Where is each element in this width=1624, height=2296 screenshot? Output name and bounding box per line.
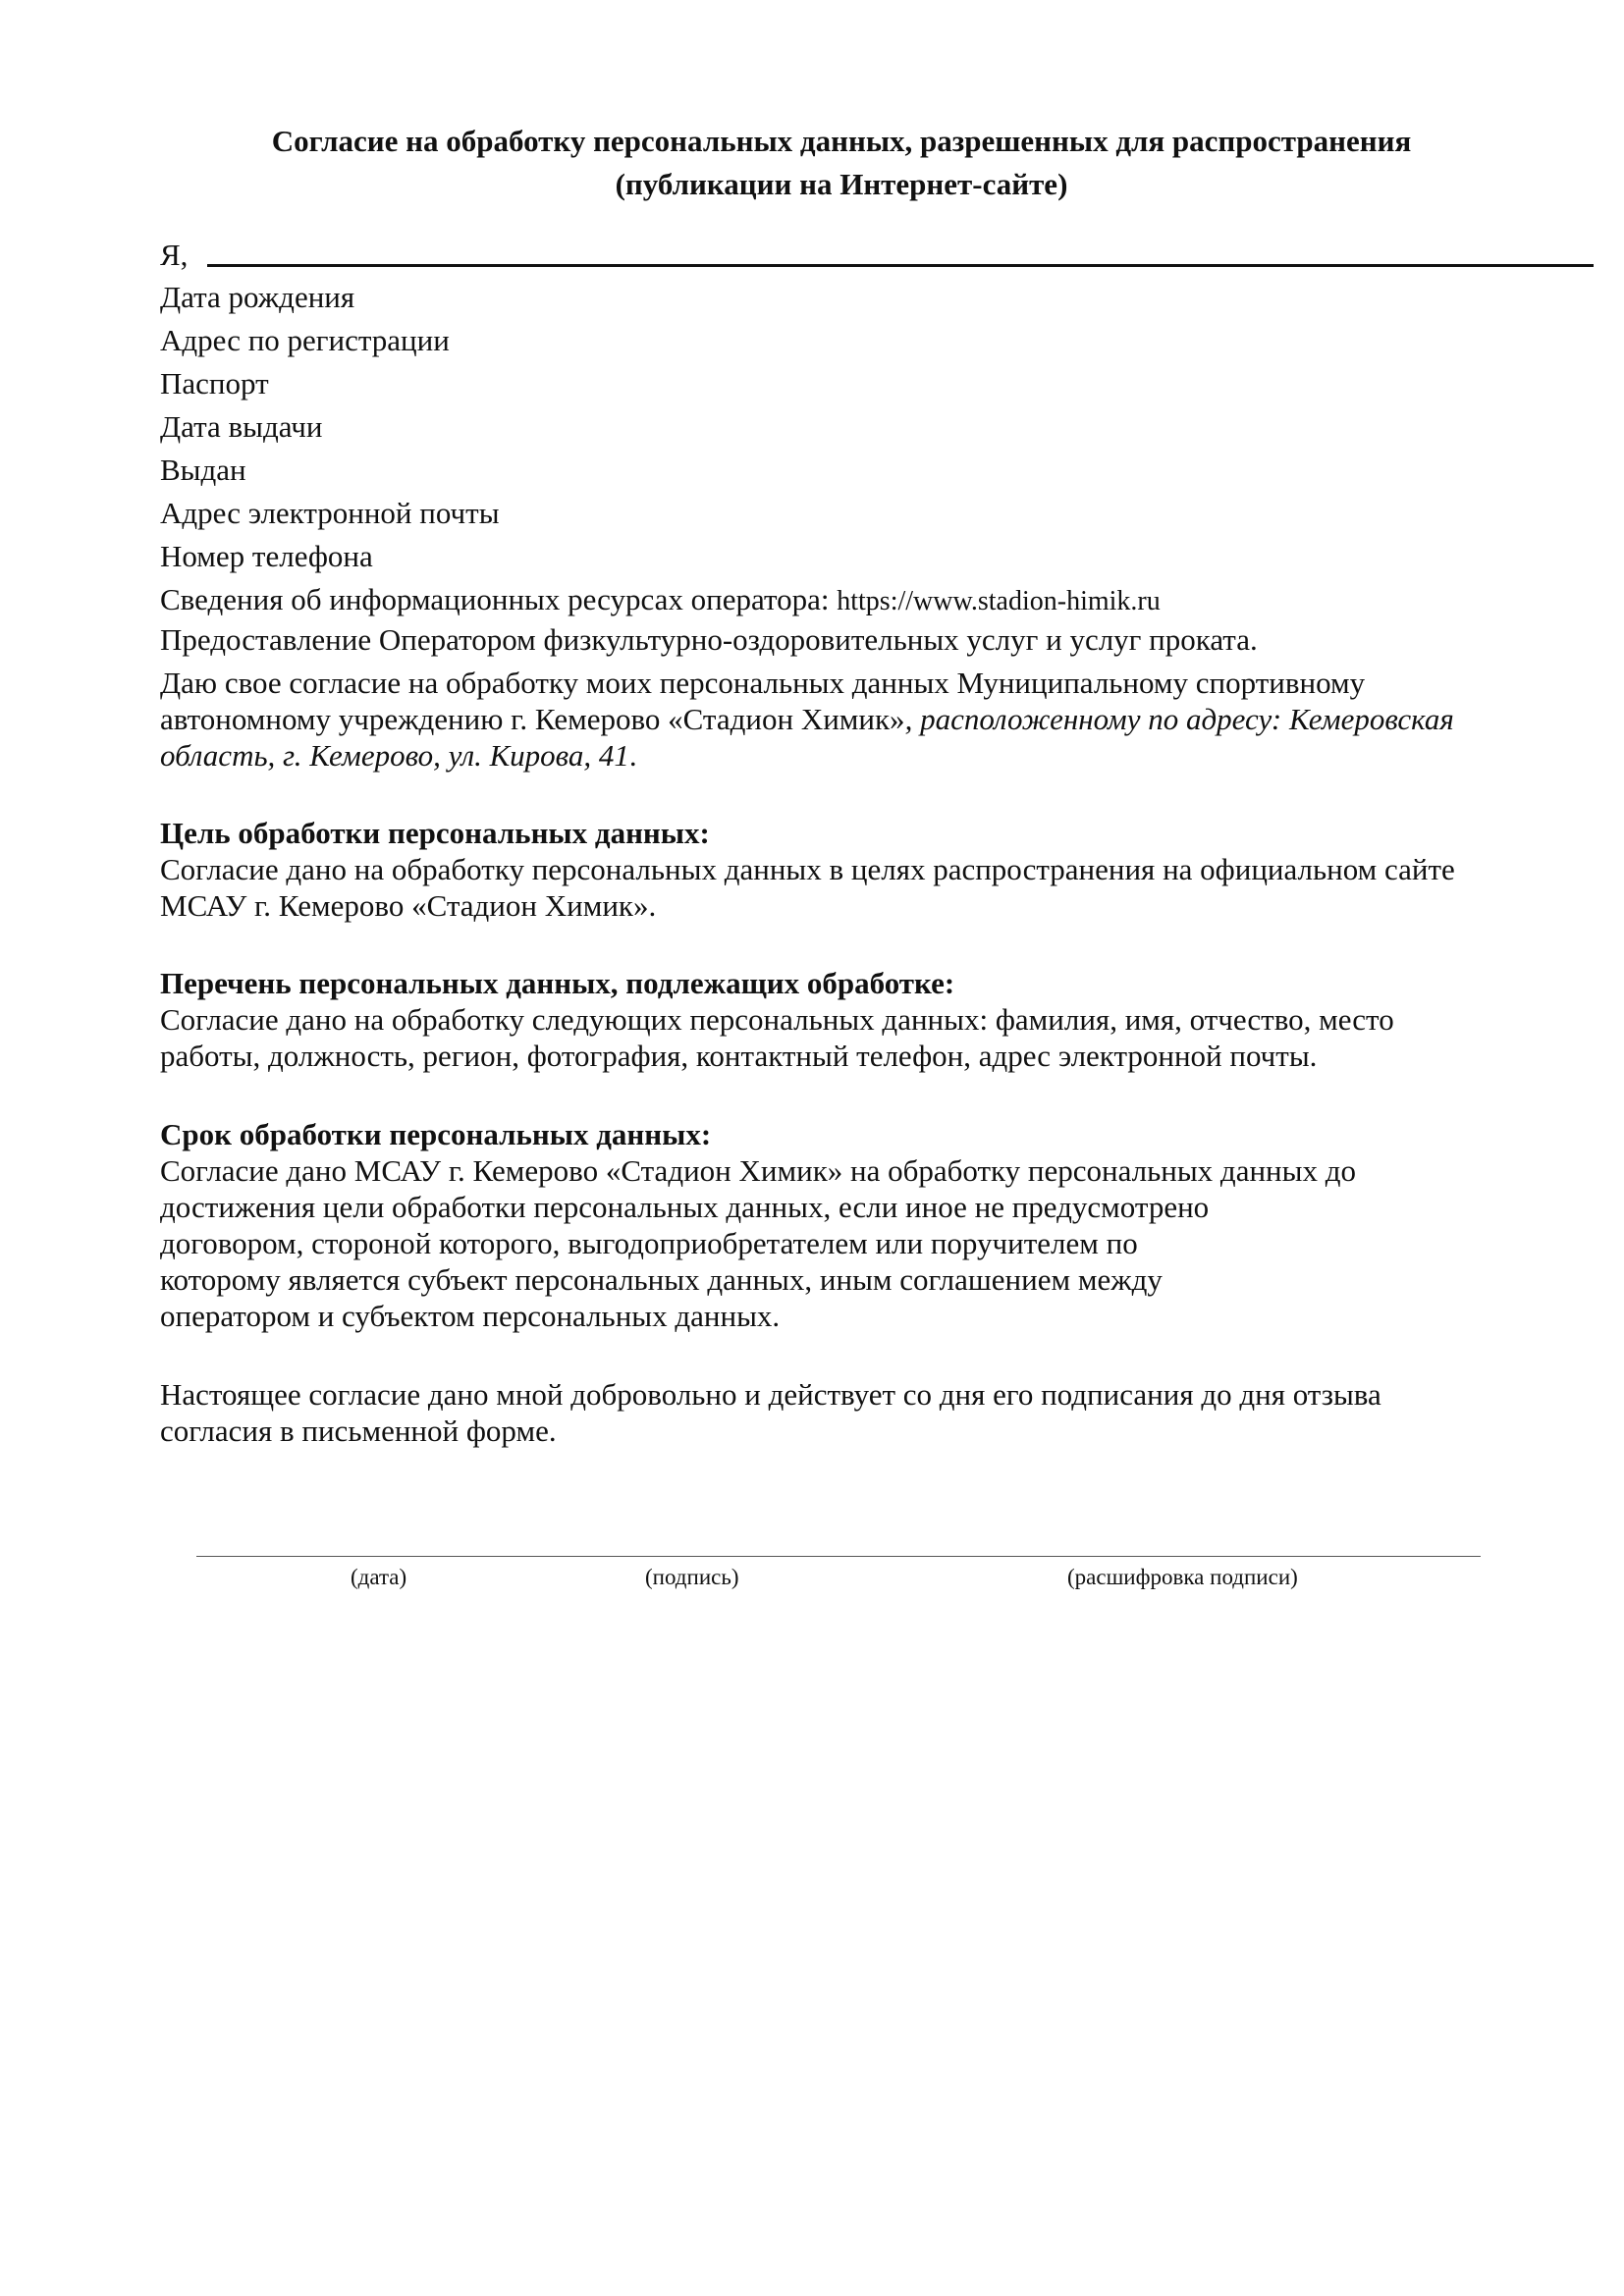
name-field-row: [160, 236, 1594, 275]
services-text: Предоставление Оператором физкультурно-оздоровительных услуг и услуг проката.: [160, 622, 1258, 657]
purpose-line-2: МСАУ г. Кемерово «Стадион Химик».: [160, 888, 657, 923]
term-heading: Срок обработки персональных данных:: [160, 1117, 712, 1151]
consent-line-3-address: область, г. Кемерово, ул. Кирова, 41: [160, 738, 629, 773]
term-section: [160, 1116, 1594, 1334]
phone-label: Номер телефона: [160, 539, 373, 573]
consent-line-1: Даю свое согласие на обработку моих персональных данных Муниципальному спортивному: [160, 666, 1366, 700]
title-line-2: (публикации на Интернет-сайте): [615, 167, 1068, 201]
date-caption: (дата): [351, 1565, 407, 1589]
term-line-5: оператором и субъектом персональных данных.: [160, 1299, 781, 1333]
info-resources-label: Сведения об информационных ресурсах оператора:: [160, 582, 838, 616]
signature-caption: (подпись): [645, 1565, 739, 1589]
document-title: [157, 120, 1526, 206]
info-resources-url[interactable]: https://www.stadion-himik.ru: [837, 586, 1161, 616]
data-list-line-2: работы, должность, регион, фотография, контактный телефон, адрес электронной почты.: [160, 1039, 1318, 1073]
name-field-underline[interactable]: [207, 264, 1594, 267]
consent-line-3-end: .: [628, 738, 637, 773]
purpose-line-1: Согласие дано на обработку персональных данных в целях распространения на официальном сайте: [160, 852, 1455, 886]
data-list-section: [160, 965, 1594, 1074]
purpose-heading: Цель обработки персональных данных:: [160, 816, 710, 850]
consent-line-2: [160, 701, 1594, 737]
term-line-4: которому является субъект персональных данных, иным соглашением между: [160, 1262, 1163, 1297]
issued-by-label: Выдан: [160, 453, 246, 487]
data-list-line-1: Согласие дано на обработку следующих персональных данных: фамилия, имя, отчество, место: [160, 1002, 1394, 1037]
consent-line-3: [160, 737, 1594, 774]
title-line-1: Согласие на обработку персональных данных, разрешенных для распространения: [271, 124, 1412, 158]
closing-paragraph: [160, 1376, 1594, 1449]
info-resources-row: [160, 580, 1161, 621]
closing-line-1: Настоящее согласие дано мной добровольно и действует со дня его подписания до дня отзыва: [160, 1377, 1381, 1412]
consent-line-2-text: автономному учреждению г. Кемерово «Стадион Химик»: [160, 702, 905, 736]
data-list-heading: Перечень персональных данных, подлежащих обработке:: [160, 966, 955, 1000]
issue-date-label: Дата выдачи: [160, 409, 323, 444]
signature-decode-caption: (расшифровка подписи): [1067, 1565, 1298, 1589]
term-line-3: договором, стороной которого, выгодоприобретателем или поручителем по: [160, 1226, 1138, 1260]
term-line-2: достижения цели обработки персональных данных, если иное не предусмотрено: [160, 1190, 1210, 1224]
closing-line-2: согласия в письменной форме.: [160, 1414, 557, 1448]
signature-line[interactable]: [196, 1556, 1481, 1557]
name-field-label: Я,: [160, 238, 189, 272]
email-label: Адрес электронной почты: [160, 496, 500, 530]
consent-line-2-address: , расположенному по адресу: Кемеровская: [904, 702, 1454, 736]
term-line-1: Согласие дано МСАУ г. Кемерово «Стадион Химик» на обработку персональных данных до: [160, 1153, 1356, 1188]
birth-date-label: Дата рождения: [160, 280, 355, 314]
reg-address-label: Адрес по регистрации: [160, 323, 450, 357]
purpose-section: [160, 815, 1594, 924]
consent-paragraph: [160, 665, 1594, 774]
passport-label: Паспорт: [160, 366, 269, 400]
